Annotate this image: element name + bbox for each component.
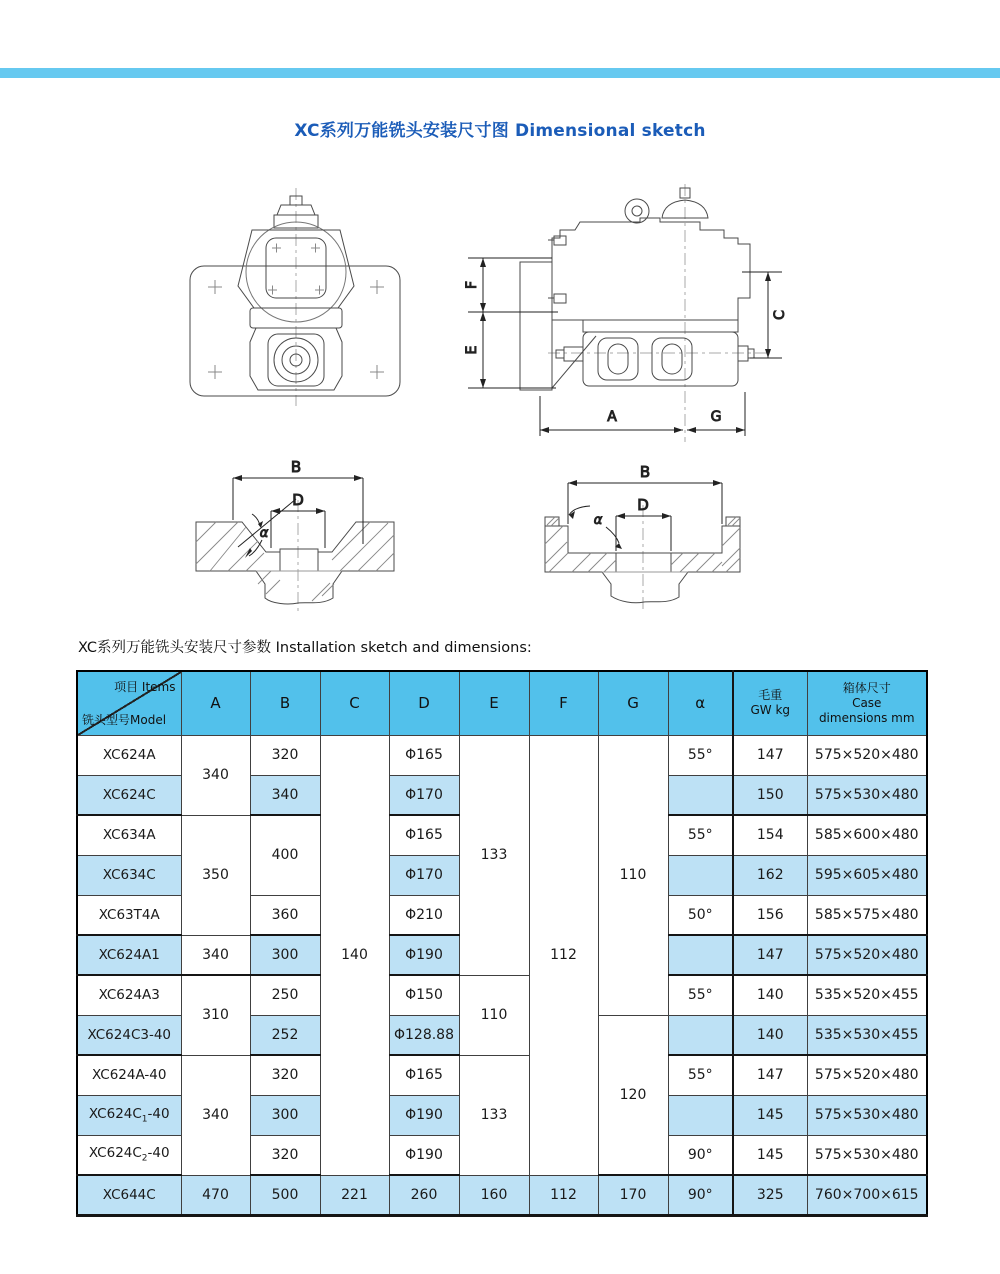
corner-model-label: 铣头型号Model (82, 712, 167, 727)
table-cell: 320 (250, 1135, 320, 1175)
table-cell: 340 (181, 735, 250, 815)
section-left-dimensions (233, 458, 363, 558)
table-cell: 340 (250, 775, 320, 815)
model-cell: $XC624C_2-40$ (77, 1135, 181, 1175)
header-cell-b: B (250, 671, 320, 735)
table-cell: 147 (733, 1055, 807, 1095)
spec-table-wrap (76, 670, 928, 1217)
table-cell: Φ190 (389, 1095, 459, 1135)
table-cell: 350 (181, 815, 250, 935)
table-cell: 112 (529, 1175, 598, 1215)
table-cell: 300 (250, 1095, 320, 1135)
table-cell: 140 (320, 735, 389, 1175)
table-cell: 133 (459, 735, 529, 975)
corner-items-label: 项目 Items (114, 680, 176, 694)
table-cell: 133 (459, 1055, 529, 1175)
section-right-dimensions (568, 463, 722, 551)
table-cell: 320 (250, 1055, 320, 1095)
table-cell: 55° (668, 735, 733, 775)
table-cell: 55° (668, 1055, 733, 1095)
table-cell: 156 (733, 895, 807, 935)
table-cell: 55° (668, 975, 733, 1015)
table-cell: 340 (181, 935, 250, 975)
table-cell: 310 (181, 975, 250, 1055)
table-cell: 221 (320, 1175, 389, 1215)
header-cell-c: C (320, 671, 389, 735)
table-row (77, 735, 927, 775)
table-cell: 260 (389, 1175, 459, 1215)
dim-label-d1: D (292, 491, 304, 509)
table-cell: Φ170 (389, 855, 459, 895)
side-view-dimensions (464, 258, 788, 436)
table-row (77, 975, 927, 1015)
dim-label-f: F (464, 280, 480, 290)
table-cell: 250 (250, 975, 320, 1015)
table-caption: XC系列万能铣头安装尺寸参数 Installation sketch and dimensions: (78, 640, 532, 656)
model-cell: XC644C (77, 1175, 181, 1215)
dim-label-a: A (607, 409, 617, 425)
table-cell: 340 (181, 1055, 250, 1175)
section-left-drawing (196, 500, 394, 614)
header-cell-gw: 毛重 GW kg (733, 671, 807, 735)
table-cell: Φ190 (389, 935, 459, 975)
table-cell: 575×520×480 (807, 735, 927, 775)
model-cell: XC624A3 (77, 975, 181, 1015)
table-cell: 575×520×480 (807, 935, 927, 975)
table-cell: Φ150 (389, 975, 459, 1015)
table-cell: 360 (250, 895, 320, 935)
table-cell: Φ165 (389, 735, 459, 775)
header-cell-case: 箱体尺寸 Case dimensions mm (807, 671, 927, 735)
header-cell-f: F (529, 671, 598, 735)
table-cell: 252 (250, 1015, 320, 1055)
table-cell: 145 (733, 1095, 807, 1135)
table-cell (668, 1095, 733, 1135)
table-cell: 320 (250, 735, 320, 775)
dim-label-g: G (710, 409, 722, 425)
table-cell: 140 (733, 1015, 807, 1055)
header-cell-g: G (598, 671, 668, 735)
table-cell: 145 (733, 1135, 807, 1175)
table-cell: 160 (459, 1175, 529, 1215)
table-cell (668, 775, 733, 815)
model-cell: XC634A (77, 815, 181, 855)
table-cell: 300 (250, 935, 320, 975)
table-cell: 575×520×480 (807, 1055, 927, 1095)
model-cell: XC624A (77, 735, 181, 775)
table-cell: 585×600×480 (807, 815, 927, 855)
table-cell: 585×575×480 (807, 895, 927, 935)
table-cell: Φ128.88 (389, 1015, 459, 1055)
front-view-drawing (190, 188, 400, 406)
table-cell: 760×700×615 (807, 1175, 927, 1215)
table-cell: 90° (668, 1175, 733, 1215)
model-cell: XC63T4A (77, 895, 181, 935)
table-cell: 112 (529, 735, 598, 1175)
table-cell: Φ165 (389, 815, 459, 855)
header-cell-α: α (668, 671, 733, 735)
table-cell: Φ165 (389, 1055, 459, 1095)
dim-label-alpha1: α (259, 526, 269, 541)
table-cell: 500 (250, 1175, 320, 1215)
table-cell: 140 (733, 975, 807, 1015)
header-cell-e: E (459, 671, 529, 735)
side-view-drawing (520, 184, 770, 442)
table-cell: 110 (459, 975, 529, 1055)
table-cell: 575×530×480 (807, 1095, 927, 1135)
table-cell: 154 (733, 815, 807, 855)
dim-label-alpha2: α (593, 513, 603, 528)
dim-label-e: E (464, 345, 480, 355)
dim-label-d2: D (637, 496, 649, 514)
table-cell: 162 (733, 855, 807, 895)
table-row (77, 1175, 927, 1215)
table-cell: 595×605×480 (807, 855, 927, 895)
table-cell (668, 935, 733, 975)
section-right-drawing (545, 505, 740, 610)
dim-label-b2: B (639, 463, 651, 481)
table-cell: Φ170 (389, 775, 459, 815)
table-cell: 575×530×480 (807, 1135, 927, 1175)
header-cell-d: D (389, 671, 459, 735)
table-cell (668, 1015, 733, 1055)
table-cell: 170 (598, 1175, 668, 1215)
model-cell: XC624A1 (77, 935, 181, 975)
model-cell: XC624C (77, 775, 181, 815)
model-cell: XC634C (77, 855, 181, 895)
table-cell: 147 (733, 935, 807, 975)
table-row (77, 1055, 927, 1095)
model-cell: $XC624C_1-40$ (77, 1095, 181, 1135)
table-cell: 325 (733, 1175, 807, 1215)
table-cell: 150 (733, 775, 807, 815)
table-cell (668, 855, 733, 895)
table-cell: 470 (181, 1175, 250, 1215)
table-cell: 535×530×455 (807, 1015, 927, 1055)
table-cell: 110 (598, 735, 668, 1015)
table-cell: 120 (598, 1015, 668, 1175)
dim-label-c: C (772, 310, 788, 320)
table-cell: 575×530×480 (807, 775, 927, 815)
corner-header-cell (77, 671, 181, 735)
header-cell-a: A (181, 671, 250, 735)
model-cell: XC624C3-40 (77, 1015, 181, 1055)
table-cell: 50° (668, 895, 733, 935)
table-cell: 535×520×455 (807, 975, 927, 1015)
table-cell: 400 (250, 815, 320, 895)
table-cell: 55° (668, 815, 733, 855)
table-cell: Φ210 (389, 895, 459, 935)
spec-table (76, 670, 928, 1217)
table-cell: 147 (733, 735, 807, 775)
table-cell: 90° (668, 1135, 733, 1175)
model-cell: XC624A-40 (77, 1055, 181, 1095)
dim-label-b1: B (290, 458, 302, 476)
table-cell: Φ190 (389, 1135, 459, 1175)
page-title: XC系列万能铣头安装尺寸图 Dimensional sketch (294, 121, 706, 141)
